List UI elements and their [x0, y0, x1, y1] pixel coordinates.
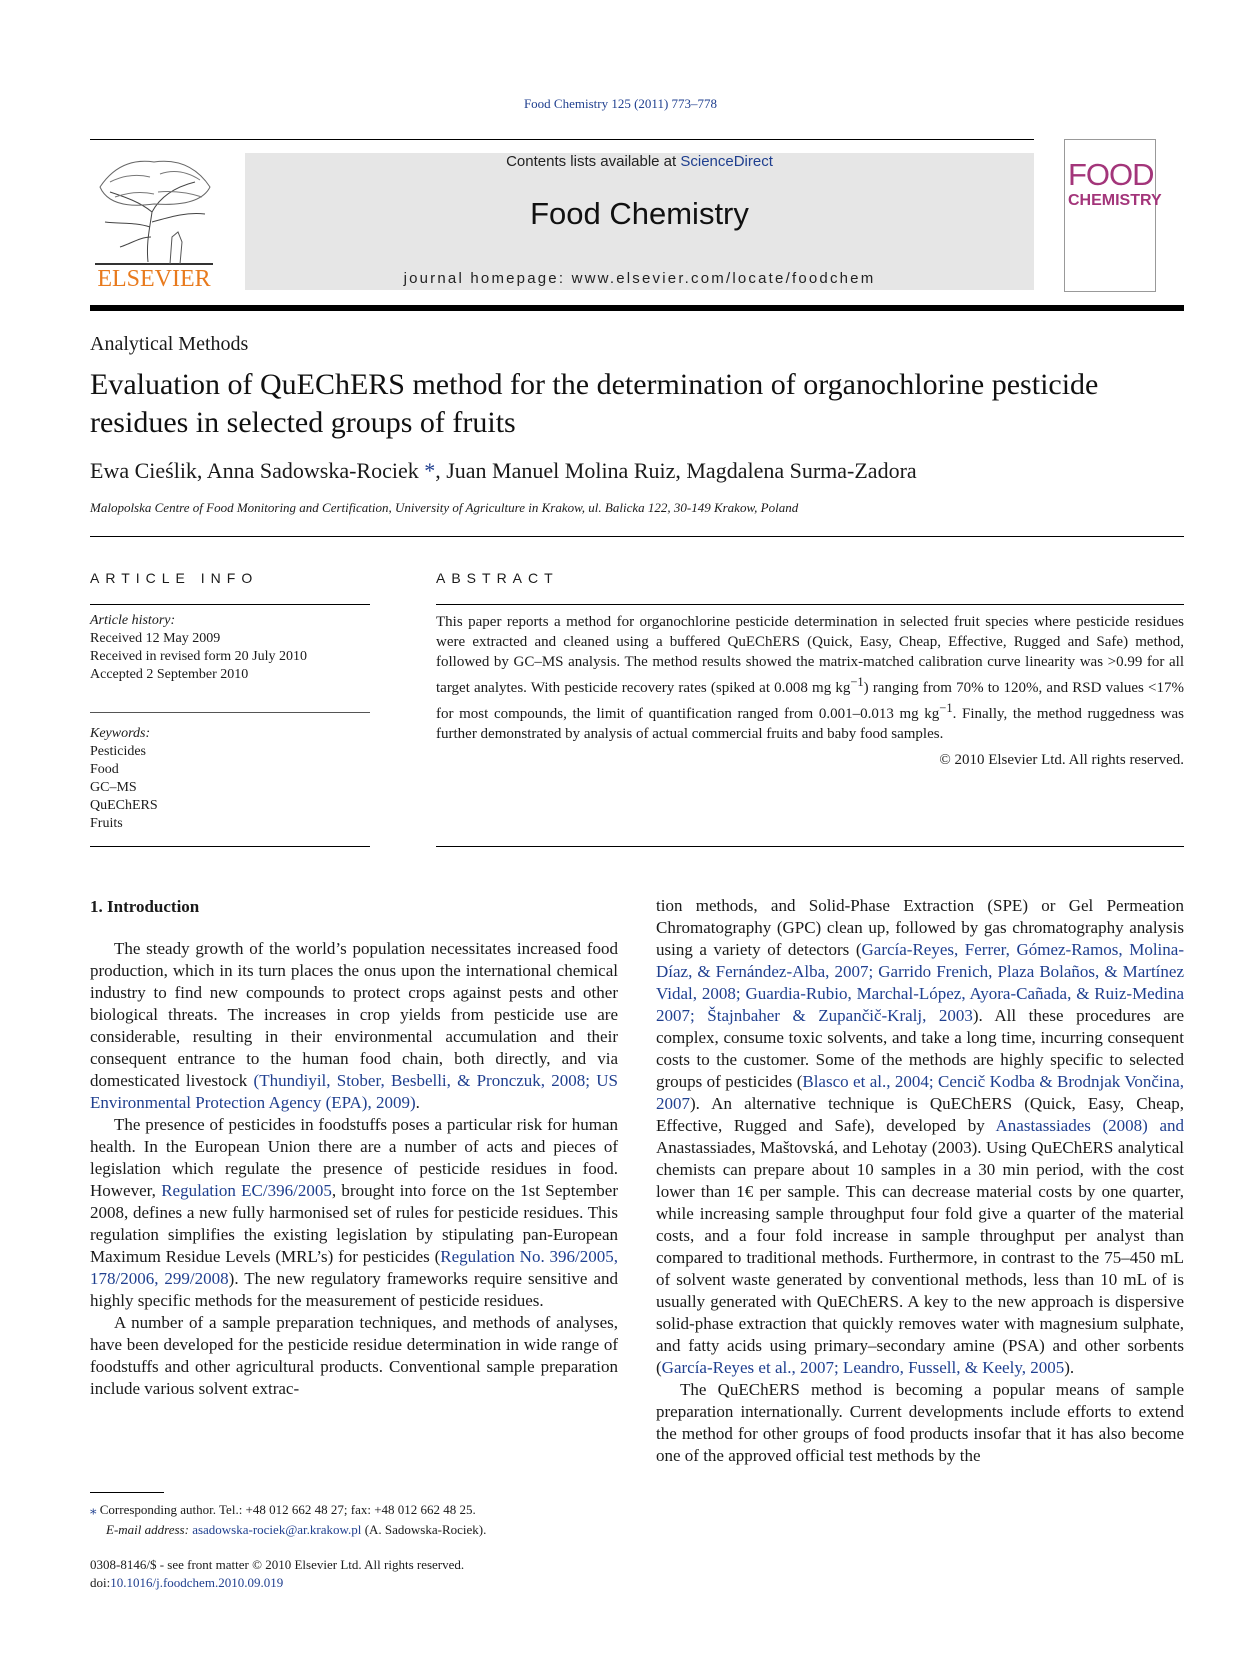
- sciencedirect-link[interactable]: ScienceDirect: [680, 153, 773, 170]
- paragraph: [90, 1114, 618, 1312]
- abstract-sup: −1: [850, 675, 864, 689]
- text: ). An alternative technique is QuEChERS (Quick, Easy, Cheap, Effective, Rugged and Safe), developed by: [656, 1094, 1184, 1135]
- keyword: Food: [90, 762, 119, 777]
- history-item: Accepted 2 September 2010: [90, 667, 249, 682]
- section-label: Analytical Methods: [90, 333, 249, 355]
- citation-link[interactable]: García-Reyes et al., 2007; Leandro, Fussell, & Keely, 2005: [661, 1358, 1065, 1377]
- email-suffix: (A. Sadowska-Rociek).: [361, 1522, 487, 1537]
- footnote-rule: [90, 1492, 164, 1493]
- text: The presence of pesticides in foodstuffs poses a particular risk for human health. In the European Union there are a number of acts and pieces of legislation which regulate the presence of pesticide residues in food. However,: [90, 1115, 618, 1200]
- citation-link[interactable]: García-Reyes, Ferrer, Gómez-Ramos, Molina-Díaz, & Fernández-Alba, 2007; Garrido Frenich, Plaza Bolaños, & Martínez Vidal, 2008; Guardia-Rubio, Marchal-López, Ayora-Cañada, & Ruiz-Medina 2007; Štajnbaher & Zupančič-Kralj, 2003: [656, 940, 1184, 1025]
- email-link[interactable]: asadowska-rociek@ar.krakow.pl: [192, 1522, 362, 1537]
- journal-homepage[interactable]: journal homepage: www.elsevier.com/locate/foodchem: [403, 270, 876, 287]
- abstract-text-c: . Finally, the method ruggedness was further demonstrated by analysis of actual commercial fruits and baby food samples.: [436, 706, 1184, 742]
- article-info-bottom-rule: [90, 846, 370, 847]
- elsevier-logo-text: ELSEVIER: [97, 266, 211, 292]
- doi-prefix: doi:: [90, 1575, 111, 1590]
- paragraph: [656, 895, 1184, 1379]
- keyword: Pesticides: [90, 744, 146, 759]
- paragraph: [90, 938, 618, 1114]
- text: , brought into force on the 1st September 2008, defines a new fully harmonised set of rules for pesticide residues. This regulation simplifies the existing legislation by stipulating pan-European Maximum Residue Levels (MRL’s) for pesticides (: [90, 1181, 618, 1266]
- journal-name: Food Chemistry: [530, 196, 749, 231]
- abstract-heading: ABSTRACT: [436, 570, 559, 586]
- author-list: [90, 458, 917, 484]
- abstract-text-a: This paper reports a method for organochlorine pesticide determination in selected fruit species where pesticide residues were extracted and cleaned using a buffered QuEChERS (Quick, Easy, Cheap, Effective, Rugged and Safe) method, followed by GC–MS analysis. The method results showed the matrix-matched calibration curve linearity was >0.99 for all target analytes. With pesticide recovery rates (spiked at 0.008 mg kg: [436, 614, 1184, 696]
- article-info-heading: ARTICLE INFO: [90, 570, 259, 586]
- left-column: [90, 938, 618, 1400]
- citation-link[interactable]: Regulation No. 396/2005, 178/2006, 299/2008: [90, 1247, 618, 1288]
- introduction-heading: 1. Introduction: [90, 897, 200, 916]
- contents-prefix: Contents lists available at: [506, 153, 681, 170]
- abstract-copyright: © 2010 Elsevier Ltd. All rights reserved.: [939, 752, 1184, 768]
- top-rule: [90, 139, 1034, 140]
- footnote-text: Corresponding author. Tel.: +48 012 662 48 27; fax: +48 012 662 48 25.: [96, 1502, 476, 1517]
- cover-title-food: FOOD: [1068, 157, 1154, 192]
- cover-title-chemistry: CHEMISTRY: [1068, 192, 1162, 209]
- paragraph: The QuEChERS method is becoming a popular means of sample preparation internationally. Current developments include efforts to extend the method for other groups of food products insofar that it has also become one of the approved official test methods by the: [656, 1380, 1184, 1465]
- citation-link[interactable]: Anastassiades (2008) and: [995, 1116, 1184, 1135]
- keyword: QuEChERS: [90, 798, 158, 813]
- text: Anastassiades, Maštovská, and Lehotay (2003). Using QuEChERS analytical chemists can prepare about 10 samples in a 30 min period, with the cost lower than 1€ per sample. This can decrease material costs by one quarter, while increasing sample throughput four fold give a quarter of the material costs, and a four fold increase in sample throughput per analyst than compared to traditional methods. Furthermore, in contrast to the 75–450 mL of solvent waste generated by conventional methods, less than 10 mL of is usually generated with QuEChERS. A key to the new approach is dispersive solid-phase extraction that quickly removes water with magnesium sulphate, and fatty acids using primary–secondary amine (PSA) and other sorbents (: [656, 1138, 1184, 1377]
- article-history: [90, 612, 370, 684]
- paragraph: A number of a sample preparation techniques, and methods of analyses, have been developed for the pesticide residue determination in wide range of foodstuffs and other agricultural products. Conventional sample preparation include various solvent extrac-: [90, 1313, 618, 1398]
- affiliation: Malopolska Centre of Food Monitoring and Certification, University of Agriculture in Krakow, ul. Balicka 122, 30-149 Krakow, Poland: [90, 500, 799, 515]
- text: The steady growth of the world’s population necessitates increased food production, which in its turn places the onus upon the international chemical industry to find new compounds to protect crops against pests and other biological threats. The increases in crop yields from pesticide use are considerable, resulting in their environmental accumulation and their consequent entrance to the human food chain, both directly, and via domesticated livestock: [90, 939, 618, 1090]
- text: ). All these procedures are complex, consume toxic solvents, and take a long time, incurring consequent costs to the customer. Some of the methods are highly specific to selected groups of pesticides (: [656, 1006, 1184, 1091]
- email-label: E-mail address:: [106, 1522, 193, 1537]
- history-item: Received 12 May 2009: [90, 631, 221, 646]
- abstract-bottom-rule: [436, 846, 1184, 847]
- doi-link[interactable]: 10.1016/j.foodchem.2010.09.019: [110, 1575, 284, 1590]
- article-title: Evaluation of QuEChERS method for the determination of organochlorine pesticide residues in selected groups of fruits: [90, 368, 1099, 439]
- right-column: [656, 895, 1184, 1467]
- keywords: [90, 725, 370, 833]
- abstract-body: [436, 612, 1184, 744]
- footnote: [90, 1500, 650, 1540]
- citation-link[interactable]: (Thundiyil, Stober, Besbelli, & Pronczuk, 2008; US Environmental Protection Agency (EPA), 2009): [90, 1071, 618, 1112]
- text: tion methods, and Solid-Phase Extraction (SPE) or Gel Permeation Chromatography (GPC) clean up, followed by gas chromatography analysis using a variety of detectors (: [656, 896, 1184, 959]
- keyword: GC–MS: [90, 780, 137, 795]
- text: ). The new regulatory frameworks require sensitive and highly specific methods for the measurement of pesticide residues.: [90, 1269, 618, 1310]
- citation-link[interactable]: Blasco et al., 2004; Cencič Kodba & Brodnjak Vončina, 2007: [656, 1072, 1184, 1113]
- article-info-rule: [90, 604, 370, 605]
- abstract-sup: −1: [939, 701, 953, 715]
- abstract-rule: [436, 604, 1184, 605]
- authors-part1: Ewa Cieślik, Anna Sadowska-Rociek: [90, 458, 419, 483]
- corresponding-author-mark[interactable]: *: [418, 458, 436, 483]
- title-divider: [90, 536, 1184, 537]
- history-item: Received in revised form 20 July 2010: [90, 649, 307, 664]
- text: ).: [1064, 1358, 1075, 1377]
- abstract-text-b: ) ranging from 70% to 120%, and RSD values <17% for most compounds, the limit of quantification ranged from 0.001–0.013 mg kg: [436, 680, 1184, 722]
- issn-block: [90, 1556, 464, 1592]
- article-info-divider: [90, 712, 370, 713]
- keywords-label: Keywords:: [90, 726, 151, 741]
- journal-citation[interactable]: Food Chemistry 125 (2011) 773–778: [523, 96, 718, 111]
- authors-part2: , Juan Manuel Molina Ruiz, Magdalena Surma-Zadora: [435, 458, 917, 483]
- contents-line: [245, 153, 1034, 170]
- text: .: [415, 1093, 420, 1112]
- citation-link[interactable]: Regulation EC/396/2005: [161, 1181, 332, 1200]
- footnote-mark: ⁎: [90, 1502, 97, 1517]
- keyword: Fruits: [90, 816, 123, 831]
- header-divider: [90, 305, 1184, 311]
- issn-line: 0308-8146/$ - see front matter © 2010 Elsevier Ltd. All rights reserved.: [90, 1557, 465, 1572]
- history-label: Article history:: [90, 613, 176, 628]
